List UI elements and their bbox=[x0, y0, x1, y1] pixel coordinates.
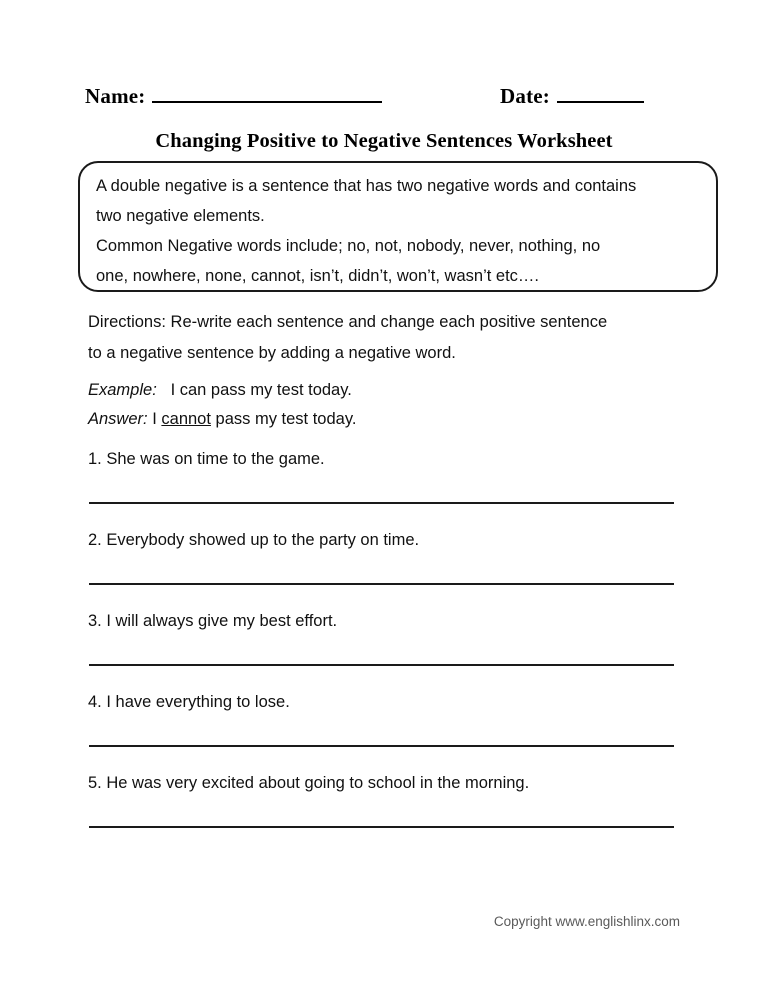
page-title: Changing Positive to Negative Sentences Worksheet bbox=[155, 130, 613, 152]
answer-line-example bbox=[88, 405, 708, 434]
question-item bbox=[88, 447, 688, 528]
answer-write-line[interactable] bbox=[89, 502, 674, 504]
questions-list bbox=[88, 447, 688, 852]
answer-write-line[interactable] bbox=[89, 745, 674, 747]
question-text: 2. Everybody showed up to the party on time. bbox=[88, 531, 420, 549]
question-item bbox=[88, 690, 688, 771]
date-field[interactable] bbox=[500, 84, 644, 109]
definition-line: two negative elements. bbox=[96, 207, 265, 225]
question-item bbox=[88, 528, 688, 609]
question-text: 3. I will always give my best effort. bbox=[88, 612, 338, 630]
example-tag: Example: bbox=[88, 381, 157, 399]
question-text: 4. I have everything to lose. bbox=[88, 693, 290, 711]
name-blank-line[interactable] bbox=[152, 86, 382, 103]
question-text: 5. He was very excited about going to school in the morning. bbox=[88, 774, 530, 792]
definition-line: Common Negative words include; no, not, nobody, never, nothing, no bbox=[96, 237, 601, 255]
answer-write-line[interactable] bbox=[89, 826, 674, 828]
definition-box-content bbox=[96, 171, 706, 291]
student-info-row bbox=[85, 84, 685, 112]
example-line bbox=[88, 376, 708, 405]
definition-line: A double negative is a sentence that has two negative words and contains bbox=[96, 177, 637, 195]
definition-line: one, nowhere, none, cannot, isn’t, didn’t, won’t, wasn’t etc…. bbox=[96, 267, 540, 285]
answer-tag: Answer: bbox=[88, 410, 148, 428]
name-field[interactable] bbox=[85, 84, 382, 109]
answer-write-line[interactable] bbox=[89, 664, 674, 666]
answer-underlined-word: cannot bbox=[161, 410, 211, 428]
definition-box bbox=[78, 161, 718, 292]
question-item bbox=[88, 609, 688, 690]
question-text: 1. She was on time to the game. bbox=[88, 450, 325, 468]
copyright-footer: Copyright www.englishlinx.com bbox=[493, 914, 680, 929]
answer-prefix: I bbox=[152, 410, 157, 428]
answer-write-line[interactable] bbox=[89, 583, 674, 585]
date-blank-line[interactable] bbox=[557, 86, 644, 103]
example-block bbox=[88, 376, 708, 434]
directions-line: Directions: Re-write each sentence and change each positive sentence bbox=[88, 313, 608, 331]
date-label: Date: bbox=[500, 84, 550, 108]
name-label: Name: bbox=[85, 84, 146, 108]
directions-block bbox=[88, 307, 708, 369]
directions-line: to a negative sentence by adding a negative word. bbox=[88, 344, 456, 362]
example-sentence: I can pass my test today. bbox=[170, 381, 352, 399]
answer-suffix: pass my test today. bbox=[215, 410, 357, 428]
question-item bbox=[88, 771, 688, 852]
